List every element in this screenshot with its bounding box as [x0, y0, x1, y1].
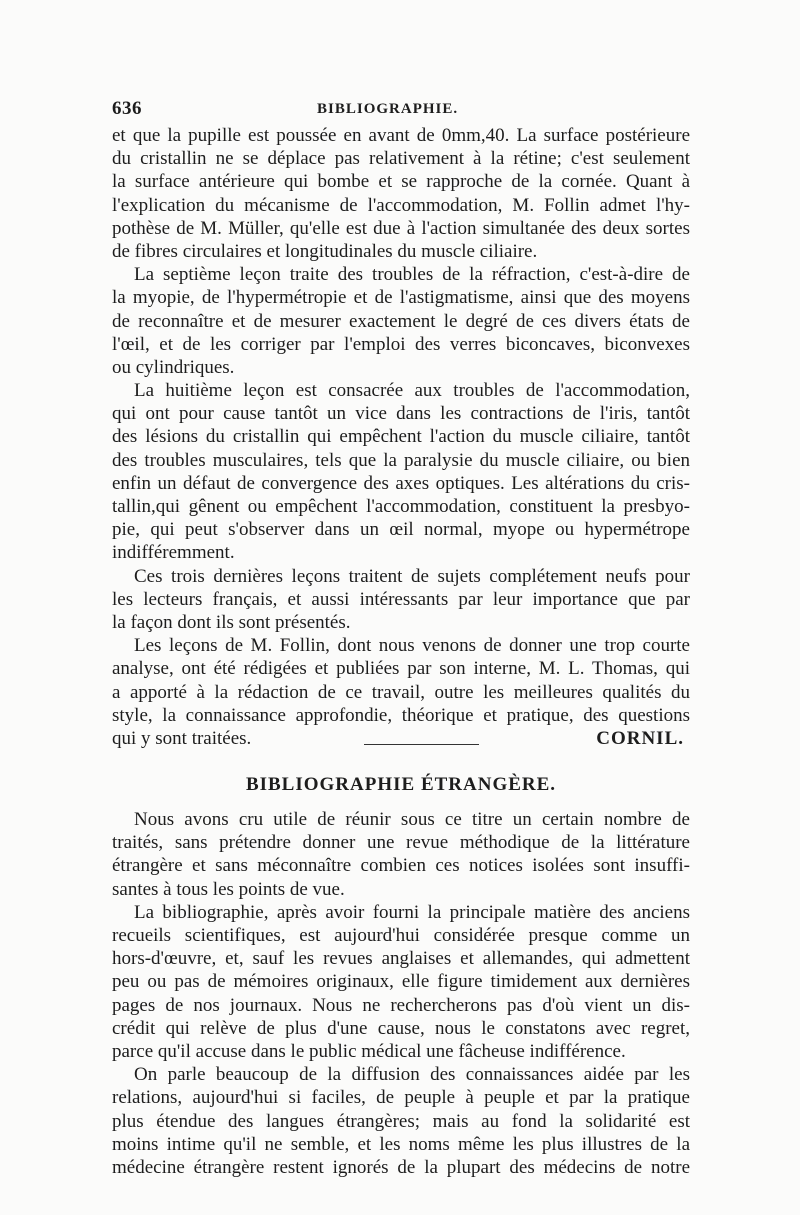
paragraph: [112, 808, 690, 901]
text-line: la myopie, de l'hypermétropie et de l'astigmatisme, ainsi que des moyens: [112, 287, 690, 309]
text-line: crédit qui relève de plus d'une cause, nous le constatons avec regret,: [112, 1017, 690, 1039]
text-line: et que la pupille est poussée en avant de 0mm,40. La surface postérieure: [112, 125, 690, 146]
paragraph: [112, 263, 690, 379]
text-line: pages de nos journaux. Nous ne rechercherons pas d'où vient un dis-: [112, 994, 690, 1016]
text-line: La bibliographie, après avoir fourni la principale matière des anciens: [134, 901, 690, 923]
text-line: médecine étrangère restent ignorés de la plupart des médecins de notre: [112, 1156, 690, 1178]
text-line: la façon dont ils sont présentés.: [112, 611, 351, 633]
text-line: les lecteurs français, et aussi intéressants par leur importance que par: [112, 588, 690, 610]
text-line: La huitième leçon est consacrée aux troubles de l'accommodation,: [134, 380, 690, 402]
text-line: de reconnaître et de mesurer exactement le degré de ces divers états de: [112, 310, 690, 332]
author-signature: CORNIL.: [596, 727, 684, 749]
text-line: a apporté à la rédaction de ce travail, outre les meilleures qualités du: [112, 681, 690, 703]
text-line: relations, aujourd'hui si faciles, de peuple à peuple et par la pratique: [112, 1087, 690, 1109]
page-number: 636: [112, 98, 142, 119]
text-line: ou cylindriques.: [112, 356, 235, 378]
page-header: [112, 98, 690, 124]
text-line: hors-d'œuvre, et, sauf les revues anglaises et allemandes, qui admettent: [112, 948, 690, 970]
paragraph: [112, 565, 690, 635]
paragraph: [112, 124, 690, 263]
text-line: qui y sont traitées.: [112, 727, 252, 749]
text-line: pie, qui peut s'observer dans un œil normal, myope ou hypermétrope: [112, 519, 690, 541]
text-line: On parle beaucoup de la diffusion des connaissances aidée par les: [134, 1064, 690, 1086]
running-head: BIBLIOGRAPHIE.: [317, 101, 459, 117]
text-line: traités, sans prétendre donner une revue méthodique de la littérature: [112, 832, 690, 854]
review-signoff: [112, 727, 690, 750]
paragraph: [112, 1063, 690, 1179]
text-line: indifféremment.: [112, 542, 235, 564]
text-line: santes à tous les points de vue.: [112, 878, 345, 900]
text-line: enfin un défaut de convergence des axes optiques. Les altérations du cris-: [112, 472, 690, 494]
text-line: du cristallin ne se déplace pas relativement à la rétine; c'est seulement: [112, 148, 690, 170]
text-line: tallin,qui gênent ou empêchent l'accommodation, constituent la presbyo-: [112, 496, 690, 517]
text-line: Ces trois dernières leçons traitent de sujets complétement neufs pour: [134, 565, 690, 587]
text-line: l'explication du mécanisme de l'accommodation, M. Follin admet l'hy-: [112, 194, 690, 216]
text-line: des troubles musculaires, tels que la paralysie du muscle ciliaire, ou bien: [112, 449, 690, 471]
text-line: étrangère et sans méconnaître combien ces notices isolées sont insuffi-: [112, 855, 690, 877]
paragraph: [112, 634, 690, 750]
text-line: moins intime qu'il ne semble, et les noms même les plus illustres de la: [112, 1133, 690, 1155]
text-line: plus étendue des langues étrangères; mais au fond la solidarité est: [112, 1110, 690, 1132]
text-line: Les leçons de M. Follin, dont nous venons de donner une trop courte: [134, 635, 690, 657]
text-line: recueils scientifiques, est aujourd'hui considérée presque comme un: [112, 925, 690, 946]
section-title: BIBLIOGRAPHIE ÉTRANGÈRE.: [245, 774, 557, 796]
text-line: parce qu'il accuse dans le public médical une fâcheuse indifférence.: [112, 1040, 626, 1062]
text-line: des lésions du cristallin qui empêchent l'action du muscle ciliaire, tantôt: [112, 426, 690, 448]
text-line: analyse, ont été rédigées et publiées par son interne, M. L. Thomas, qui: [112, 658, 690, 680]
separator-rule: [364, 744, 479, 745]
text-line: style, la connaissance approfondie, théorique et pratique, des questions: [112, 704, 690, 726]
text-line: La septième leçon traite des troubles de la réfraction, c'est-à-dire de: [134, 264, 690, 286]
text-line: qui ont pour cause tantôt un vice dans les contractions de l'iris, tantôt: [112, 403, 690, 425]
paragraph: [112, 379, 690, 565]
text-line: la surface antérieure qui bombe et se rapproche de la cornée. Quant à: [112, 171, 690, 193]
text-line: l'œil, et de les corriger par l'emploi des verres biconcaves, biconvexes: [112, 333, 690, 355]
text-line: Nous avons cru utile de réunir sous ce titre un certain nombre de: [134, 809, 690, 831]
text-line: pothèse de M. Müller, qu'elle est due à l'action simultanée des deux sortes: [112, 217, 690, 239]
text-line: de fibres circulaires et longitudinales du muscle ciliaire.: [112, 240, 538, 262]
body-text: [112, 124, 690, 1179]
text-line: peu ou pas de mémoires originaux, elle figure timidement aux dernières: [112, 971, 690, 993]
paragraph: [112, 901, 690, 1063]
